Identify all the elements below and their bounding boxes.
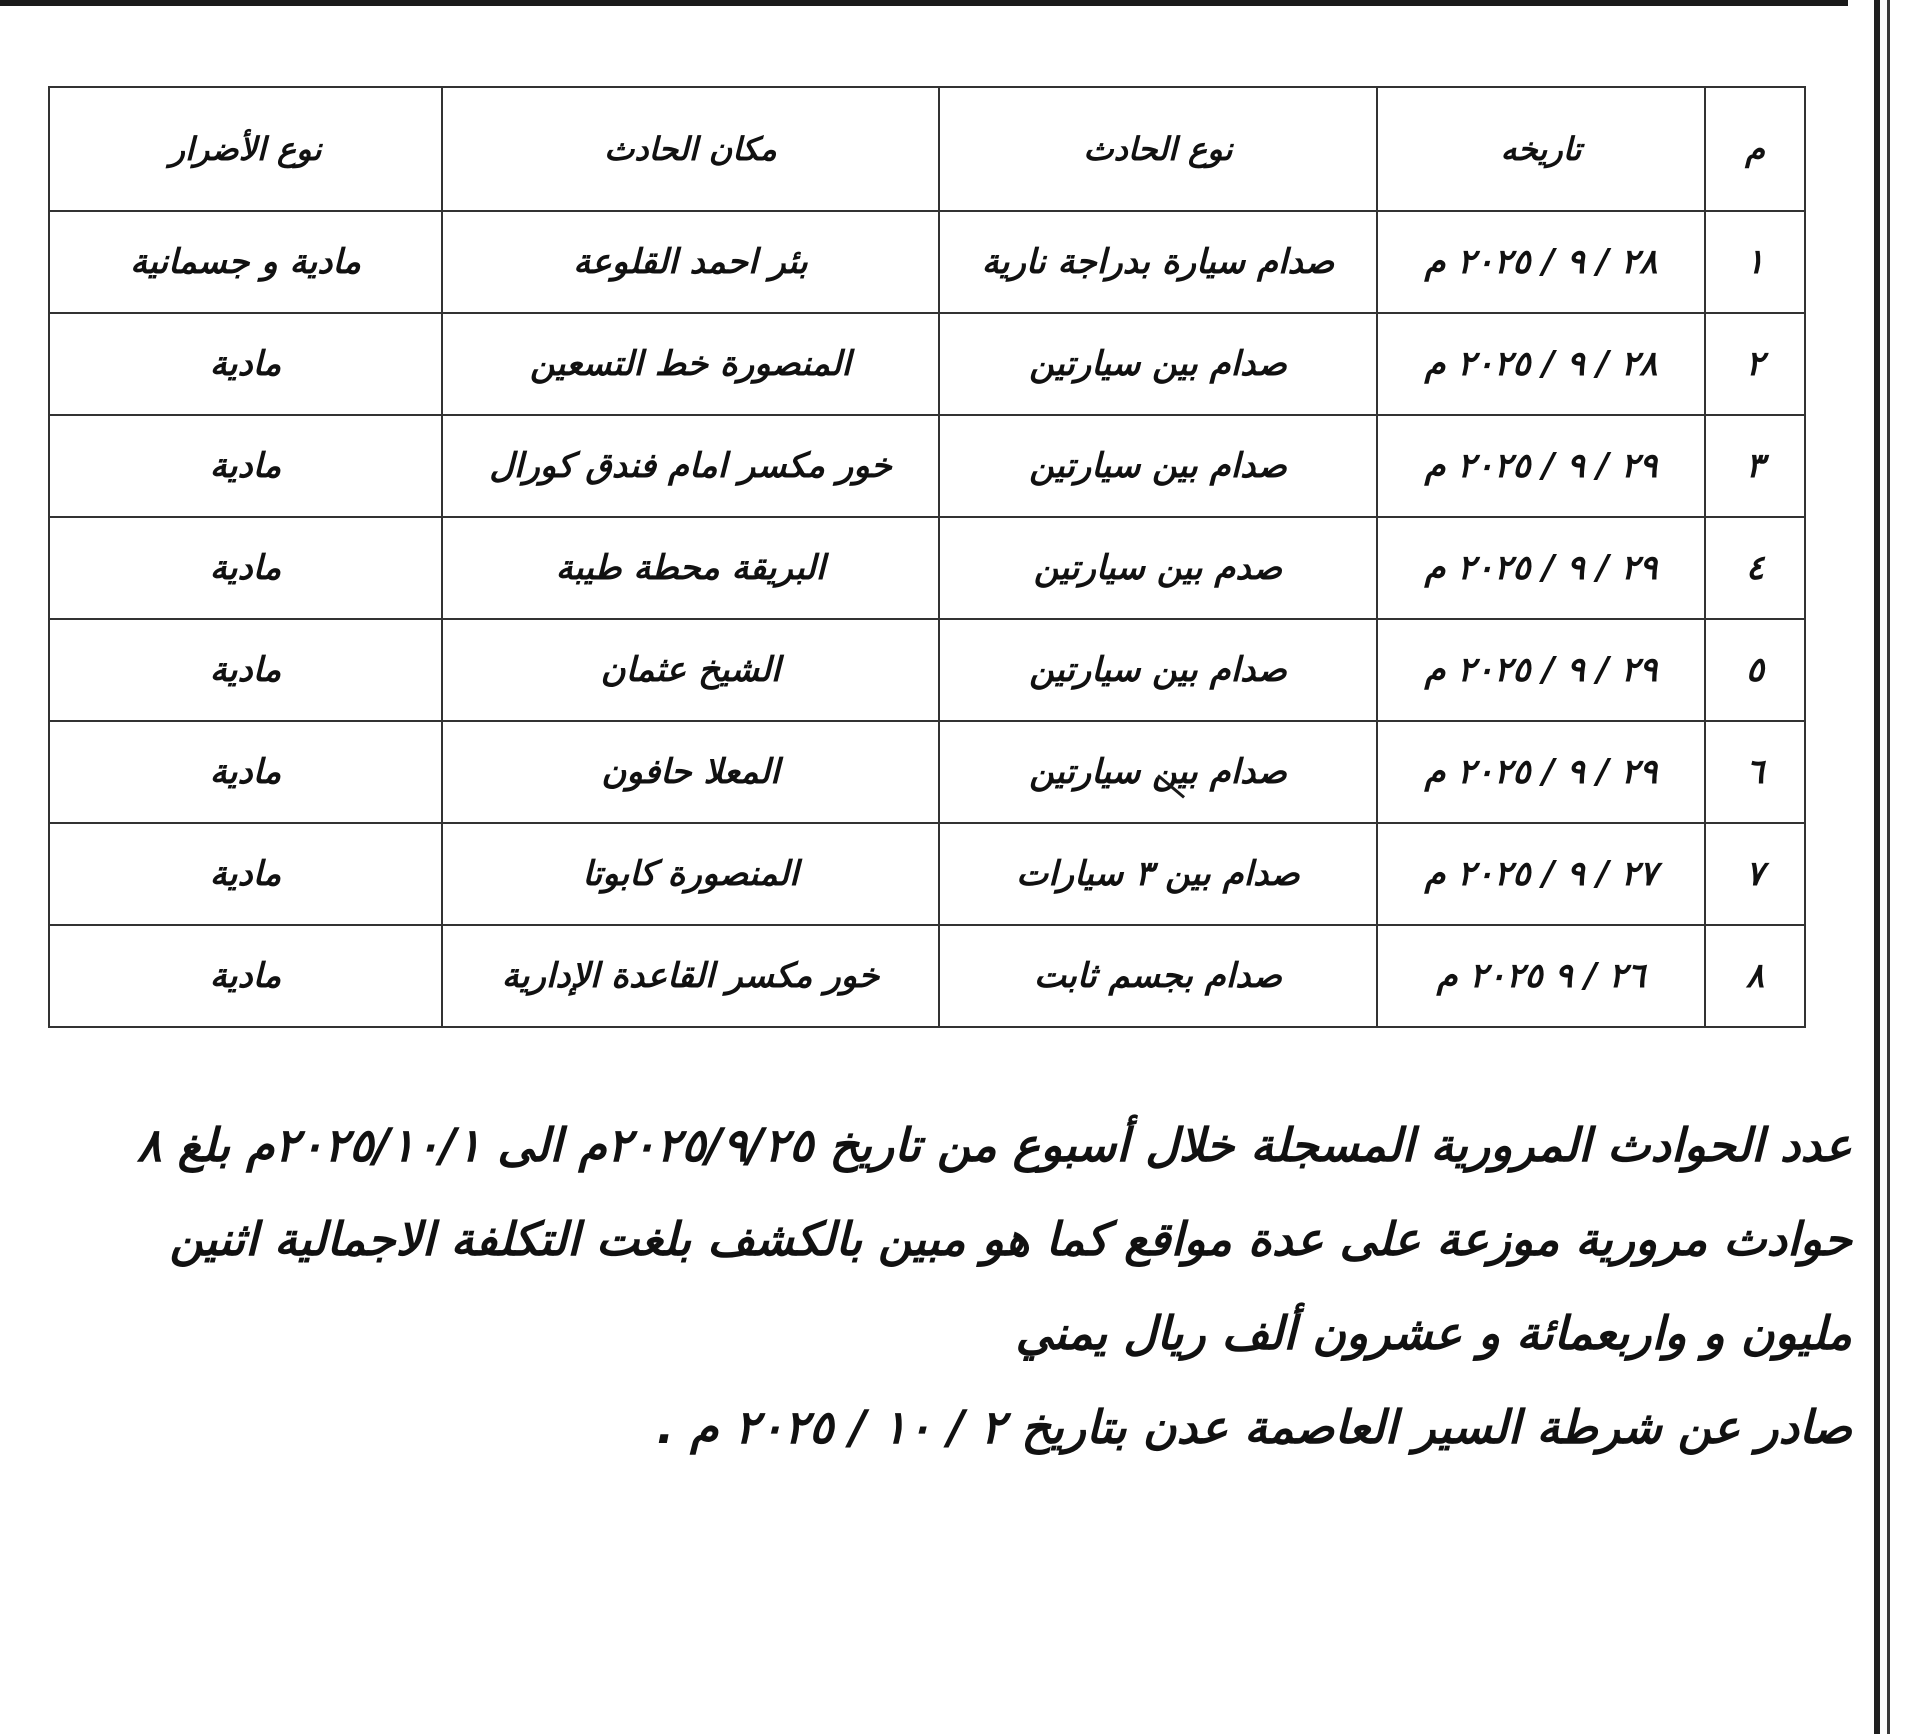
cell-date: ٢٦ / ٩ ٢٠٢٥ م: [1377, 925, 1705, 1027]
cell-accident-type: صدام بجسم ثابت: [939, 925, 1377, 1027]
cell-num: ٦: [1705, 721, 1805, 823]
cell-date: ٢٩ / ٩ / ٢٠٢٥ م: [1377, 517, 1705, 619]
header-num: م: [1705, 87, 1805, 211]
table-header-row: [49, 87, 1805, 211]
table-row: [49, 313, 1805, 415]
cell-accident-type: صدام بين سيارتين: [939, 721, 1377, 823]
header-accident-place: مكان الحادث: [442, 87, 939, 211]
table-row: [49, 721, 1805, 823]
cell-damage-type: مادية: [49, 823, 442, 925]
header-damage-type: نوع الأضرار: [49, 87, 442, 211]
cell-damage-type: مادية: [49, 517, 442, 619]
cell-damage-type: مادية: [49, 415, 442, 517]
top-border-line: [0, 0, 1848, 6]
cell-accident-place: المنصورة كابوتا: [442, 823, 939, 925]
cell-num: ٣: [1705, 415, 1805, 517]
cell-accident-type: صدام بين ٣ سيارات: [939, 823, 1377, 925]
cell-accident-place: خور مكسر القاعدة الإدارية: [442, 925, 939, 1027]
cell-accident-place: بئر احمد القلوعة: [442, 211, 939, 313]
cell-accident-type: صدام بين سيارتين: [939, 313, 1377, 415]
summary-line: مليون و واربعمائة و عشرون ألف ريال يمني: [1015, 1306, 1852, 1360]
issued-by-line: صادر عن شرطة السير العاصمة عدن بتاريخ ٢ / ١٠ / ٢٠٢٥ م .: [656, 1400, 1852, 1454]
cell-num: ١: [1705, 211, 1805, 313]
cell-accident-place: خور مكسر امام فندق كورال: [442, 415, 939, 517]
cell-damage-type: مادية: [49, 619, 442, 721]
right-border-inner-line: [1887, 0, 1890, 1734]
cell-date: ٢٩ / ٩ / ٢٠٢٥ م: [1377, 619, 1705, 721]
table-row: [49, 823, 1805, 925]
cell-num: ٢: [1705, 313, 1805, 415]
table-row: [49, 415, 1805, 517]
cell-damage-type: مادية: [49, 313, 442, 415]
cell-date: ٢٧ / ٩ / ٢٠٢٥ م: [1377, 823, 1705, 925]
header-accident-type: نوع الحادث: [939, 87, 1377, 211]
summary-line: حوادث مرورية موزعة على عدة مواقع كما هو مبين بالكشف بلغت التكلفة الاجمالية اثنين: [169, 1212, 1852, 1266]
cell-num: ٤: [1705, 517, 1805, 619]
table-row: [49, 211, 1805, 313]
cell-date: ٢٨ / ٩ / ٢٠٢٥ م: [1377, 211, 1705, 313]
accidents-table: [48, 86, 1806, 1028]
summary-line: عدد الحوادث المرورية المسجلة خلال أسبوع من تاريخ ٢٠٢٥/٩/٢٥م الى ٢٠٢٥/١٠/١م بلغ ٨: [136, 1118, 1852, 1172]
cell-date: ٢٨ / ٩ / ٢٠٢٥ م: [1377, 313, 1705, 415]
header-date: تاريخه: [1377, 87, 1705, 211]
cell-accident-place: البريقة محطة طيبة: [442, 517, 939, 619]
summary-paragraph: [16, 1098, 1852, 1474]
cell-accident-type: صدام سيارة بدراجة نارية: [939, 211, 1377, 313]
cell-damage-type: مادية و جسمانية: [49, 211, 442, 313]
cell-accident-type: صدام بين سيارتين: [939, 415, 1377, 517]
cell-accident-type: صدام بين سيارتين: [939, 619, 1377, 721]
cell-accident-place: الشيخ عثمان: [442, 619, 939, 721]
cell-date: ٢٩ / ٩ / ٢٠٢٥ م: [1377, 721, 1705, 823]
cell-num: ٧: [1705, 823, 1805, 925]
cell-date: ٢٩ / ٩ / ٢٠٢٥ م: [1377, 415, 1705, 517]
table-row: [49, 517, 1805, 619]
right-border-line: [1874, 0, 1880, 1734]
accidents-table-container: [50, 86, 1806, 1028]
table-row: [49, 619, 1805, 721]
cell-damage-type: مادية: [49, 925, 442, 1027]
cell-accident-place: المعلا حافون: [442, 721, 939, 823]
cell-num: ٨: [1705, 925, 1805, 1027]
table-row: [49, 925, 1805, 1027]
cell-accident-type: صدم بين سيارتين: [939, 517, 1377, 619]
cell-num: ٥: [1705, 619, 1805, 721]
cell-accident-place: المنصورة خط التسعين: [442, 313, 939, 415]
cell-damage-type: مادية: [49, 721, 442, 823]
